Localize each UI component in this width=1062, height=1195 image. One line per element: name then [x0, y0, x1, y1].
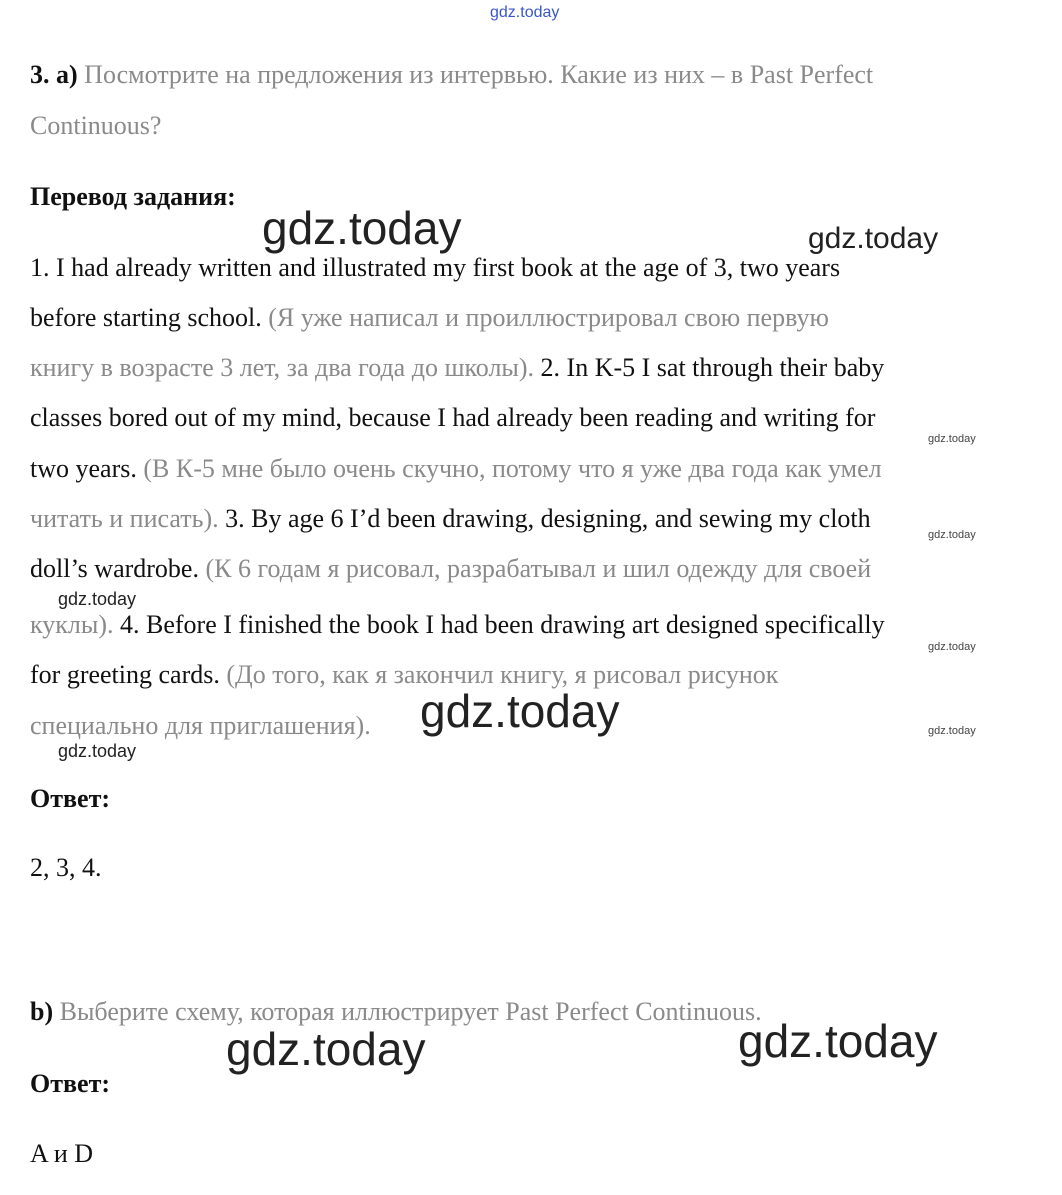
watermark-top: gdz.today [490, 4, 560, 21]
task-a-prompt-line1: Посмотрите на предложения из интервью. Какие из них – в Past Perfect [84, 60, 874, 89]
sentence-en: 2. In K-5 I sat through their baby [540, 353, 885, 382]
watermark: gdz.today [58, 589, 137, 609]
translation-line: 1. I had already written and illustrated my first book at the age of 3, two years [30, 253, 841, 282]
sentence-en: 3. By age 6 I’d been drawing, designing, and sewing my cloth [225, 504, 871, 533]
translation-line: специально для приглашения). [30, 711, 371, 740]
watermark: gdz.today [808, 222, 939, 255]
translation-line: classes bored out of my mind, because I had already been reading and writing for [30, 403, 876, 432]
translation-line [30, 662, 778, 688]
sentence-en: doll’s wardrobe. [30, 554, 199, 583]
sentence-ru: (К 6 годам я рисовал, разрабатывал и шил одежду для своей [205, 554, 872, 583]
sentence-en: two years. [30, 454, 137, 483]
sentence-ru: (Я уже написал и проиллюстрировал свою первую [268, 303, 829, 332]
sentence-en: for greeting cards. [30, 660, 220, 689]
task-a-prompt [30, 62, 873, 88]
translation-line [30, 556, 871, 582]
sentence-ru: читать и писать). [30, 504, 219, 533]
sentence-ru: (До того, как я закончил книгу, я рисовал рисунок [226, 660, 779, 689]
answer-a-value: 2, 3, 4. [30, 853, 102, 882]
watermark: gdz.today [738, 1015, 938, 1067]
watermark: gdz.today [420, 685, 620, 737]
translation-line [30, 506, 871, 532]
watermark: gdz.today [928, 641, 976, 653]
watermark: gdz.today [226, 1023, 426, 1075]
sentence-en: before starting school. [30, 303, 262, 332]
task-b-prompt-text: Выберите схему, которая иллюстрирует Past Perfect Continuous. [59, 997, 762, 1026]
sentence-en: 4. Before I finished the book I had been drawing art designed specifically [120, 610, 885, 639]
answer-b-heading: Ответ: [30, 1069, 111, 1098]
translation-line [30, 612, 885, 638]
watermark: gdz.today [928, 433, 976, 445]
watermark: gdz.today [262, 202, 462, 254]
watermark: gdz.today [58, 741, 137, 761]
answer-a-heading: Ответ: [30, 784, 111, 813]
sentence-ru: книгу в возрасте 3 лет, за два года до школы). [30, 353, 535, 382]
sentence-ru: (В К-5 мне было очень скучно, потому что я уже два года как умел [143, 454, 882, 483]
watermark: gdz.today [928, 725, 976, 737]
watermark: gdz.today [928, 529, 976, 541]
sentence-ru: куклы). [30, 610, 114, 639]
task-a-number: 3. a) [30, 60, 78, 89]
answer-b-value: A и D [30, 1139, 94, 1168]
task-b-prompt [30, 999, 762, 1025]
translation-line [30, 305, 829, 331]
translation-line [30, 355, 884, 381]
task-b-letter: b) [30, 997, 54, 1026]
translation-heading: Перевод задания: [30, 182, 236, 211]
task-a-prompt-line2: Continuous? [30, 111, 162, 140]
translation-line [30, 456, 882, 482]
